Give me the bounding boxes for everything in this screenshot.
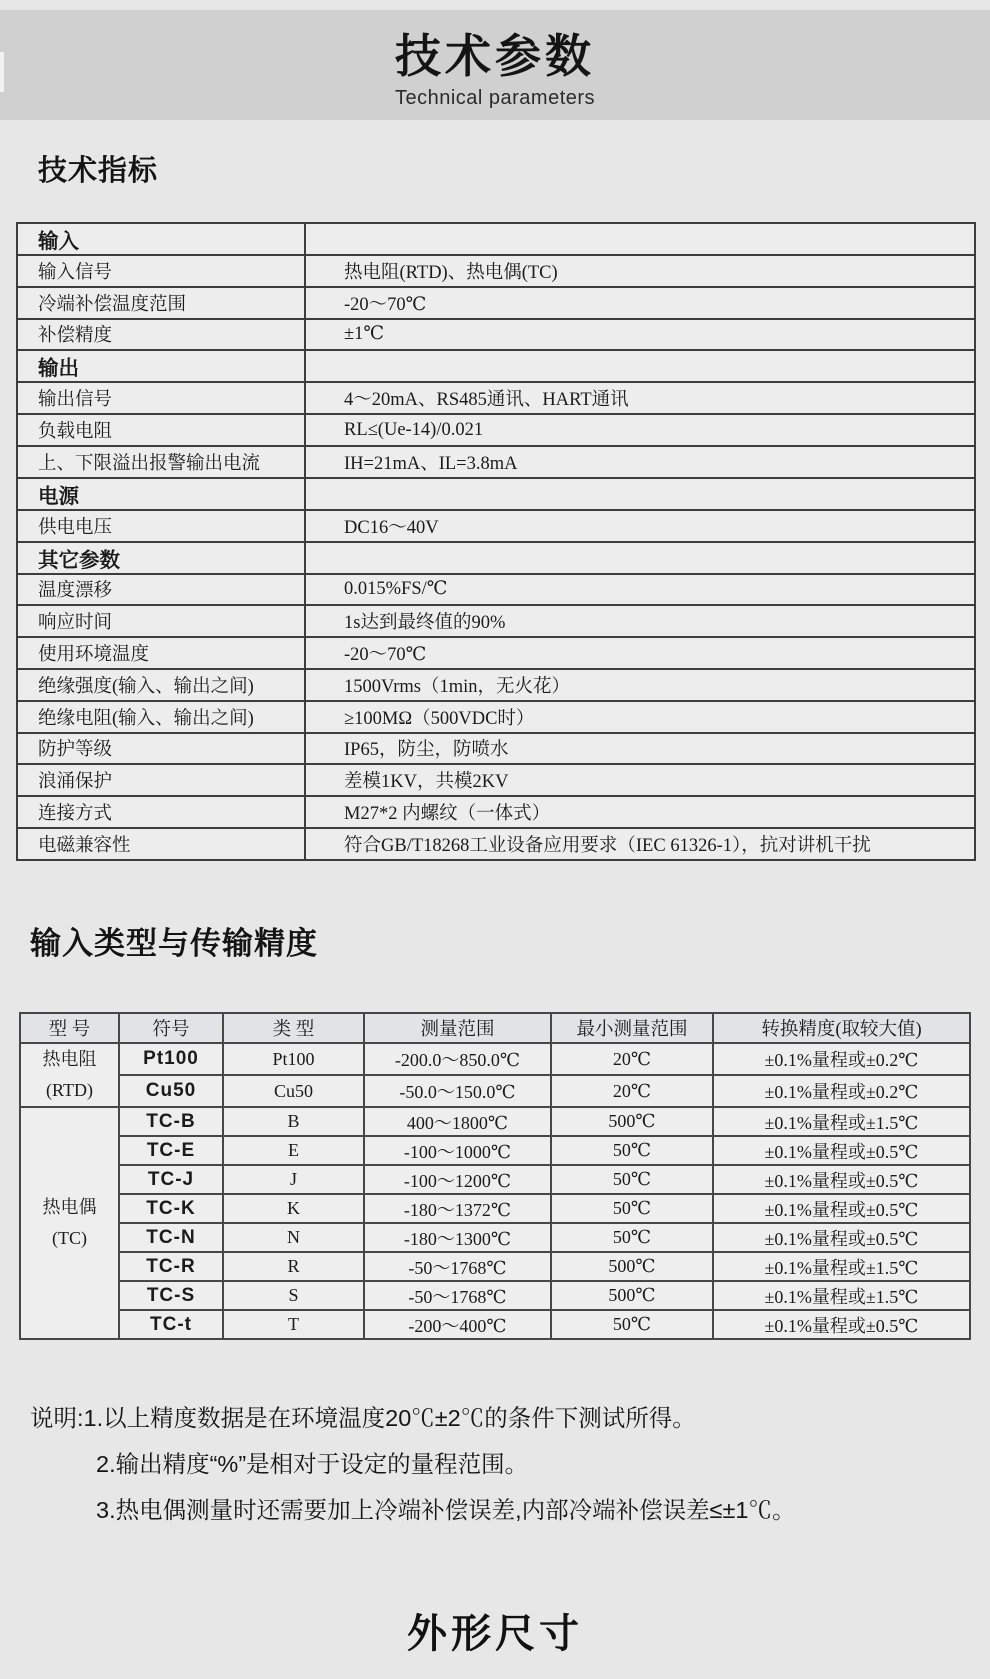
spec-value-cell: 1s达到最终值的90% xyxy=(305,605,975,637)
spec-row xyxy=(17,287,975,319)
notes-block xyxy=(30,1402,965,1540)
spec-row xyxy=(17,350,975,382)
spec-label-cell: 绝缘电阻(输入、输出之间) xyxy=(17,701,305,733)
accuracy-group-label: 热电偶 xyxy=(42,1197,97,1217)
accuracy-range-cell: -100～1200℃ xyxy=(364,1165,551,1194)
spec-value-cell: M27*2 内螺纹（一体式） xyxy=(305,796,975,828)
accuracy-row xyxy=(20,1075,970,1107)
spec-label-cell: 电源 xyxy=(17,478,305,510)
accuracy-type-cell: T xyxy=(223,1310,364,1339)
accuracy-accuracy-cell: ±0.1%量程或±0.5℃ xyxy=(713,1194,970,1223)
spec-label-cell: 冷端补偿温度范围 xyxy=(17,287,305,319)
accuracy-group-label: 热电阻 xyxy=(42,1049,97,1069)
spec-row xyxy=(17,828,975,860)
accuracy-group-sublabel: (RTD) xyxy=(46,1080,93,1100)
accuracy-type-cell: S xyxy=(223,1281,364,1310)
accuracy-row xyxy=(20,1281,970,1310)
spec-row xyxy=(17,223,975,255)
accuracy-min-range-cell: 50℃ xyxy=(551,1223,713,1252)
spec-row xyxy=(17,764,975,796)
spec-label-cell: 输出 xyxy=(17,350,305,382)
spec-label-cell: 输出信号 xyxy=(17,382,305,414)
accuracy-type-cell: Cu50 xyxy=(223,1075,364,1107)
accuracy-group-sublabel: (TC) xyxy=(52,1228,87,1248)
accuracy-range-cell: -180～1300℃ xyxy=(364,1223,551,1252)
accuracy-range-cell: -50～1768℃ xyxy=(364,1281,551,1310)
accuracy-symbol-cell: TC-E xyxy=(119,1136,223,1165)
accuracy-min-range-cell: 20℃ xyxy=(551,1075,713,1107)
accuracy-type-cell: J xyxy=(223,1165,364,1194)
spec-row xyxy=(17,669,975,701)
spec-row xyxy=(17,701,975,733)
spec-value-cell xyxy=(305,350,975,382)
accuracy-range-cell: -200.0～850.0℃ xyxy=(364,1043,551,1075)
spec-row xyxy=(17,574,975,606)
page-title: 技术参数 xyxy=(395,30,595,82)
banner-left-notch xyxy=(0,52,4,92)
accuracy-range-cell: -180～1372℃ xyxy=(364,1194,551,1223)
page-subtitle: Technical parameters xyxy=(394,87,596,109)
accuracy-type-cell: E xyxy=(223,1136,364,1165)
accuracy-type-cell: K xyxy=(223,1194,364,1223)
spec-label-cell: 供电电压 xyxy=(17,510,305,542)
note-line: 3.热电偶测量时还需要加上冷端补偿误差,内部冷端补偿误差≤±1℃。 xyxy=(96,1497,796,1523)
section-title-input-accuracy: 输入类型与传输精度 xyxy=(30,926,318,961)
accuracy-header-cell: 最小测量范围 xyxy=(551,1013,713,1043)
spec-row xyxy=(17,637,975,669)
accuracy-symbol-cell: TC-K xyxy=(119,1194,223,1223)
spec-label-cell: 上、下限溢出报警输出电流 xyxy=(17,446,305,478)
spec-label-cell: 浪涌保护 xyxy=(17,764,305,796)
accuracy-range-cell: -100～1000℃ xyxy=(364,1136,551,1165)
accuracy-min-range-cell: 50℃ xyxy=(551,1194,713,1223)
spec-label-cell: 温度漂移 xyxy=(17,574,305,606)
accuracy-row xyxy=(20,1194,970,1223)
spec-label-cell: 绝缘强度(输入、输出之间) xyxy=(17,669,305,701)
spec-label-cell: 防护等级 xyxy=(17,733,305,765)
spec-row xyxy=(17,796,975,828)
accuracy-accuracy-cell: ±0.1%量程或±1.5℃ xyxy=(713,1281,970,1310)
spec-value-cell: IP65，防尘，防喷水 xyxy=(305,733,975,765)
spec-value-cell: 0.015%FS/℃ xyxy=(305,574,975,606)
accuracy-symbol-cell: TC-B xyxy=(119,1107,223,1136)
spec-value-cell xyxy=(305,478,975,510)
accuracy-min-range-cell: 50℃ xyxy=(551,1136,713,1165)
accuracy-accuracy-cell: ±0.1%量程或±0.5℃ xyxy=(713,1310,970,1339)
header-banner xyxy=(0,10,990,120)
spec-value-cell: 4～20mA、RS485通讯、HART通讯 xyxy=(305,382,975,414)
spec-value-cell xyxy=(305,542,975,574)
accuracy-accuracy-cell: ±0.1%量程或±0.2℃ xyxy=(713,1043,970,1075)
spec-row xyxy=(17,255,975,287)
accuracy-range-cell: 400～1800℃ xyxy=(364,1107,551,1136)
accuracy-accuracy-cell: ±0.1%量程或±0.5℃ xyxy=(713,1136,970,1165)
spec-row xyxy=(17,510,975,542)
spec-value-cell: 1500Vrms（1min，无火花） xyxy=(305,669,975,701)
spec-value-cell: 差模1KV，共模2KV xyxy=(305,764,975,796)
spec-label-cell: 使用环境温度 xyxy=(17,637,305,669)
accuracy-table xyxy=(19,1012,971,1340)
section-title-dimensions: 外形尺寸 xyxy=(407,1612,583,1656)
accuracy-accuracy-cell: ±0.1%量程或±0.2℃ xyxy=(713,1075,970,1107)
spec-label-cell: 补偿精度 xyxy=(17,319,305,351)
accuracy-row xyxy=(20,1107,970,1136)
section-title-technical-specs: 技术指标 xyxy=(38,155,159,187)
accuracy-min-range-cell: 500℃ xyxy=(551,1281,713,1310)
accuracy-symbol-cell: TC-R xyxy=(119,1252,223,1281)
accuracy-symbol-cell: Pt100 xyxy=(119,1043,223,1075)
accuracy-header-cell: 类 型 xyxy=(223,1013,364,1043)
accuracy-symbol-cell: TC-J xyxy=(119,1165,223,1194)
note-line: 说明:1.以上精度数据是在环境温度20℃±2℃的条件下测试所得。 xyxy=(30,1405,696,1431)
accuracy-group-cell xyxy=(20,1107,119,1339)
spec-value-cell: ±1℃ xyxy=(305,319,975,351)
accuracy-header-row xyxy=(20,1013,970,1043)
spec-label-cell: 电磁兼容性 xyxy=(17,828,305,860)
spec-value-cell: 热电阻(RTD)、热电偶(TC) xyxy=(305,255,975,287)
accuracy-row xyxy=(20,1043,970,1075)
accuracy-header-cell: 符号 xyxy=(119,1013,223,1043)
accuracy-type-cell: N xyxy=(223,1223,364,1252)
accuracy-row xyxy=(20,1136,970,1165)
accuracy-min-range-cell: 50℃ xyxy=(551,1310,713,1339)
spec-value-cell: -20～70℃ xyxy=(305,637,975,669)
note-line: 2.输出精度“%”是相对于设定的量程范围。 xyxy=(96,1451,529,1477)
accuracy-symbol-cell: TC-S xyxy=(119,1281,223,1310)
spec-value-cell xyxy=(305,223,975,255)
spec-value-cell: RL≤(Ue-14)/0.021 xyxy=(305,414,975,446)
spec-label-cell: 输入信号 xyxy=(17,255,305,287)
spec-table-body xyxy=(17,223,975,860)
accuracy-row xyxy=(20,1252,970,1281)
spec-value-cell: IH=21mA、IL=3.8mA xyxy=(305,446,975,478)
spec-value-cell: 符合GB/T18268工业设备应用要求（IEC 61326-1），抗对讲机干扰 xyxy=(305,828,975,860)
spec-row xyxy=(17,414,975,446)
accuracy-symbol-cell: TC-t xyxy=(119,1310,223,1339)
spec-row xyxy=(17,605,975,637)
accuracy-row xyxy=(20,1310,970,1339)
accuracy-header-cell: 测量范围 xyxy=(364,1013,551,1043)
accuracy-accuracy-cell: ±0.1%量程或±1.5℃ xyxy=(713,1107,970,1136)
accuracy-range-cell: -50.0～150.0℃ xyxy=(364,1075,551,1107)
accuracy-header-cell: 型 号 xyxy=(20,1013,119,1043)
accuracy-min-range-cell: 20℃ xyxy=(551,1043,713,1075)
spec-row xyxy=(17,319,975,351)
accuracy-table-body xyxy=(20,1043,970,1339)
spec-label-cell: 输入 xyxy=(17,223,305,255)
spec-value-cell: ≥100MΩ（500VDC时） xyxy=(305,701,975,733)
spec-table xyxy=(16,222,976,861)
accuracy-type-cell: Pt100 xyxy=(223,1043,364,1075)
spec-row xyxy=(17,733,975,765)
accuracy-range-cell: -50～1768℃ xyxy=(364,1252,551,1281)
accuracy-header-cell: 转换精度(取较大值) xyxy=(713,1013,970,1043)
accuracy-min-range-cell: 500℃ xyxy=(551,1107,713,1136)
spec-label-cell: 响应时间 xyxy=(17,605,305,637)
accuracy-group-cell xyxy=(20,1043,119,1107)
accuracy-row xyxy=(20,1223,970,1252)
accuracy-symbol-cell: TC-N xyxy=(119,1223,223,1252)
accuracy-accuracy-cell: ±0.1%量程或±1.5℃ xyxy=(713,1252,970,1281)
accuracy-min-range-cell: 50℃ xyxy=(551,1165,713,1194)
spec-value-cell: -20～70℃ xyxy=(305,287,975,319)
accuracy-accuracy-cell: ±0.1%量程或±0.5℃ xyxy=(713,1165,970,1194)
accuracy-accuracy-cell: ±0.1%量程或±0.5℃ xyxy=(713,1223,970,1252)
spec-value-cell: DC16～40V xyxy=(305,510,975,542)
accuracy-type-cell: B xyxy=(223,1107,364,1136)
spec-row xyxy=(17,446,975,478)
accuracy-symbol-cell: Cu50 xyxy=(119,1075,223,1107)
accuracy-type-cell: R xyxy=(223,1252,364,1281)
spec-row xyxy=(17,542,975,574)
accuracy-row xyxy=(20,1165,970,1194)
spec-label-cell: 其它参数 xyxy=(17,542,305,574)
spec-label-cell: 负载电阻 xyxy=(17,414,305,446)
spec-row xyxy=(17,478,975,510)
spec-row xyxy=(17,382,975,414)
spec-label-cell: 连接方式 xyxy=(17,796,305,828)
accuracy-min-range-cell: 500℃ xyxy=(551,1252,713,1281)
accuracy-range-cell: -200～400℃ xyxy=(364,1310,551,1339)
